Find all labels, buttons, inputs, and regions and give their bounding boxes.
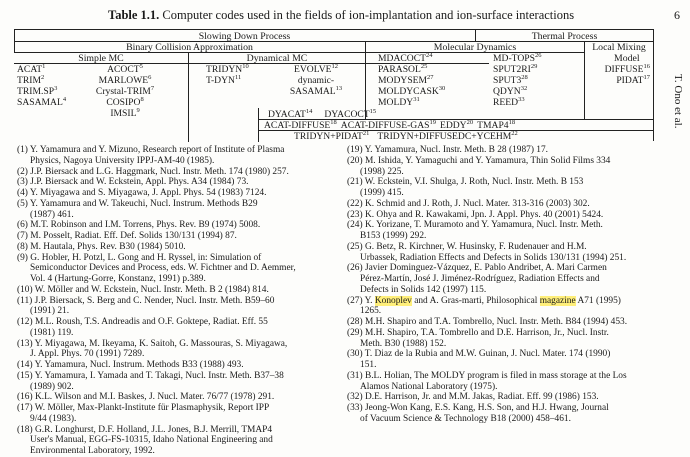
running-author: T. Ono et al. <box>672 74 684 129</box>
code-entry: $TMAP4^{18}$ <box>477 118 516 131</box>
page-number: 6 <box>674 8 680 22</box>
code-entry: TRIM$^2$ <box>17 73 45 86</box>
header-model: Model <box>614 53 640 64</box>
reference-entry: (29) M.H. Shapiro, T.A. Tombrello and D.E. Harrison, Jr., Nucl. Instr. <box>347 327 609 338</box>
code-entry: MARLOWE$^6$ <box>98 73 152 86</box>
reference-entry: (30) T. Diaz de la Rubia and M.W. Guinan, J. Nucl. Mater. 174 (1990) <box>347 349 611 360</box>
code-entry: DYACOCT$^{15}$ <box>324 107 377 120</box>
reference-continuation: of Vacuum Science & Technology B18 (2000) 458–461. <box>360 413 571 424</box>
code-entry: EVOLVE$^{12}$ <box>294 62 338 75</box>
reference-continuation: 1265. <box>360 306 382 317</box>
code-entry: $TRIDYN+PIDAT^{21}$ <box>294 129 370 142</box>
code-entry: QDYN$^{32}$ <box>493 84 528 97</box>
reference-entry: (24) K. Yorizane, T. Muramoto and Y. Yamamura, Nucl. Instr. Meth. <box>347 220 603 231</box>
reference-entry: (21) W. Eckstein, V.I. Shulga, J. Roth, Nucl. Instr. Meth. B 153 <box>347 177 584 188</box>
header-dynamical-mc: Dynamical MC <box>246 53 308 64</box>
code-entry: ACAT-DIFFUSE$^{18}$ <box>264 118 337 131</box>
reference-entry: (10) W. Möller and W. Eckstein, Nucl. Instr. Meth. B 2 (1984) 814. <box>17 284 269 295</box>
highlighted-word: Konoplev <box>374 295 412 306</box>
reference-entry: (28) M.H. Shapiro and T.A. Tombrello, Nucl. Instr. Meth. B84 (1994) 453. <box>347 317 628 327</box>
reference-entry: (8) M. Hautala, Phys. Rev. B30 (1984) 5010. <box>17 241 186 252</box>
reference-entry: (20) M. Ishida, Y. Yamaguchi and Y. Yamamura, Thin Solid Films 334 <box>347 155 611 166</box>
reference-continuation: User's Manual, EGG-FS-10315, Idaho National Engineering and <box>30 435 273 446</box>
reference-entry: (7) M. Posselt, Radiat. Eff. Def. Solids 130/131 (1994) 87. <box>17 231 237 241</box>
reference-continuation: Semiconductor Devices and Process, eds. W. Fichtner and D. Aemmer, <box>30 263 296 274</box>
reference-continuation: Pérez-Martín, José J. Jiménez-Rodríguez, Radiation Effects and <box>360 274 600 284</box>
code-entry: $TRIDYN+DIFFUSEDC+YCEHM^{22}$ <box>377 129 518 142</box>
reference-entry: (14) Y. Yamamura, Nucl. Instrum. Methods B33 (1988) 493. <box>17 360 244 370</box>
reference-entry: (22) K. Schmid and J. Roth, J. Nucl. Mater. 313-316 (2003) 302. <box>347 198 590 209</box>
reference-continuation: (1991) 21. <box>30 306 70 317</box>
header-simple-mc: Simple MC <box>78 53 124 64</box>
reference-continuation: Environmental Laboratory, 1992. <box>30 446 155 456</box>
reference-entry: (19) Y. Yamamura, Nucl. Instr. Meth. B 28 (1987) 17. <box>347 145 549 155</box>
reference-entry: (15) Y. Yamamura, I. Yamada and T. Takagi, Nucl. Instr. Meth. B37–38 <box>17 370 284 381</box>
code-entry: MDACOCT$^{24}$ <box>378 51 433 64</box>
reference-entry: (6) M.T. Robinson and I.M. Torrens, Phys. Rev. B9 (1974) 5008. <box>17 220 261 231</box>
code-entry: MODYSEM$^{27}$ <box>378 73 434 86</box>
code-entry: DIFFUSE$^{16}$ <box>604 62 650 75</box>
reference-entry: (2) J.P. Biersack and L.G. Haggmark, Nucl. Instr. Meth. 174 (1980) 257. <box>17 166 289 177</box>
code-entry: ACOCT$^5$ <box>107 62 143 75</box>
highlighted-word: magazine <box>539 295 576 306</box>
reference-continuation: 9/44 (1983). <box>30 413 77 424</box>
reference-entry: (3) J.P. Biersack and W. Eckstein, Appl. Phys. A34 (1984) 73. <box>17 177 249 188</box>
reference-continuation: (1999) 415. <box>360 188 404 198</box>
code-entry: REED$^{33}$ <box>493 95 525 108</box>
reference-continuation: B153 (1999) 292. <box>360 231 427 241</box>
reference-entry: (25) G. Betz, R. Kirchner, W. Husinsky, F. Rudenauer and H.M. <box>347 241 587 252</box>
reference-continuation: (1987) 461. <box>30 209 74 220</box>
code-entry: ACAT$^1$ <box>17 62 46 75</box>
reference-entry: (26) Javier Dominguez-Vázquez, E. Pablo Andribet, A. Mari Carmen <box>347 263 607 274</box>
reference-entry: (5) Y. Yamamura and W. Takeuchi, Nucl. Instrum. Methods B29 <box>17 198 258 209</box>
reference-entry: (27) Y. Konoplev and A. Gras-marti, Philosophical magazine A71 (1995) <box>347 295 621 306</box>
reference-continuation: (1981) 119. <box>30 327 74 338</box>
code-entry: IMSIL$^9$ <box>110 106 140 119</box>
reference-continuation: Defects in Solids 142 (1997) 115. <box>360 284 487 295</box>
code-entry: T-DYN$^{11}$ <box>206 73 242 86</box>
reference-entry: (31) B.L. Holian, The MOLDY program is filed in mass storage at the Los <box>347 370 627 381</box>
reference-entry: (1) Y. Yamamura and Y. Mizuno, Research report of Institute of Plasma <box>17 145 285 155</box>
reference-entry: (11) J.P. Biersack, S. Berg and C. Nender, Nucl. Instr. Meth. B59–60 <box>17 295 275 306</box>
code-entry: MOLDYCASK$^{30}$ <box>378 84 446 97</box>
code-entry: DYACAT$^{14}$ <box>268 107 313 120</box>
code-entry: EDDY$^{20}$ <box>439 118 474 131</box>
code-entry: $TRIM.SP^3$ <box>17 84 58 97</box>
reference-entry: (13) Y. Miyagawa, M. Ikeyama, K. Saitoh, G. Massouras, S. Miyagawa, <box>17 338 288 349</box>
caption-label: Table 1.1. <box>108 8 160 22</box>
code-entry: PARASOL$^{25}$ <box>378 62 428 75</box>
code-entry: TRIDYN$^{10}$ <box>206 62 249 75</box>
header-slowing-down: Slowing Down Process <box>198 31 291 42</box>
header-local-mixing: Local Mixing <box>592 42 646 53</box>
reference-entry: (4) Y. Miyagawa and S. Miyagawa, J. Appl. Phys. 54 (1983) 7124. <box>17 188 267 198</box>
code-entry: COSIPO$^8$ <box>106 95 144 108</box>
code-entry: SASAMAL$^4$ <box>17 95 67 108</box>
code-entry: MD-TOPS$^{26}$ <box>493 51 542 64</box>
reference-entry: (33) Jeong-Won Kang, E.S. Kang, H.S. Son, and H.J. Hwang, Journal <box>347 403 609 413</box>
code-entry: $SPUT3^{28}$ <box>493 73 528 86</box>
reference-continuation: 151. <box>360 360 377 370</box>
code-entry: PIDAT$^{17}$ <box>616 73 650 86</box>
header-thermal: Thermal Process <box>531 31 598 42</box>
code-entry: ACAT-DIFFUSE-GAS$^{19}$ <box>340 118 436 131</box>
reference-entry: (32) D.E. Harrison, Jr. and M.M. Jakas, Radiat. Eff. 99 (1986) 153. <box>347 392 599 403</box>
header-bca: Binary Collision Approximation <box>126 42 253 53</box>
reference-continuation: Urbassek, Radiation Effects and Defects in Solids 130/131 (1994) 251. <box>360 252 627 263</box>
code-entry: dynamic- <box>297 75 335 86</box>
code-entry: MOLDY$^{31}$ <box>378 95 420 108</box>
caption-text: Computer codes used in the fields of ion-implantation and ion-surface interactions <box>162 8 575 22</box>
code-entry: SASAMAL$^{13}$ <box>289 84 343 97</box>
reference-continuation: Physics, Nagoya University IPPJ-AM-40 (1985). <box>30 155 215 166</box>
reference-entry: (9) G. Hobler, H. Potzl, L. Gong and H. Ryssel, in: Simulation of <box>17 252 262 263</box>
code-entry: SPUT2RI$^{29}$ <box>493 62 538 75</box>
reference-entry: (17) W. Möller, Max-Plankt-Institute für Plasmaphysik, Report IPP <box>17 403 270 413</box>
reference-entry: (12) M.L. Roush, T.S. Andreadis and O.F. Goktepe, Radiat. Eff. 55 <box>17 317 268 327</box>
header-molecular-dynamics: Molecular Dynamics <box>433 42 517 53</box>
reference-continuation: Vol. 4 (Hartung-Gorre, Konstanz, 1991) p.389. <box>30 274 206 284</box>
reference-continuation: (1998) 225. <box>360 166 404 177</box>
reference-continuation: Meth. B30 (1988) 152. <box>360 338 447 349</box>
code-entry: Crystal-TRIM$^7$ <box>95 84 155 97</box>
reference-continuation: J. Appl. Phys. 70 (1991) 7289. <box>30 349 145 360</box>
reference-continuation: (1989) 902. <box>30 381 74 392</box>
reference-entry: (18) G.R. Longhurst, D.F. Holland, J.L. Jones, B.J. Merrill, TMAP4 <box>17 424 273 435</box>
reference-continuation: Alamos National Laboratory (1975). <box>360 381 498 392</box>
reference-entry: (16) K.L. Wilson and M.I. Baskes, J. Nucl. Mater. 76/77 (1978) 291. <box>17 392 275 403</box>
reference-entry: (23) K. Ohya and R. Kawakami, Jpn. J. Appl. Phys. 40 (2001) 5424. <box>347 209 604 220</box>
